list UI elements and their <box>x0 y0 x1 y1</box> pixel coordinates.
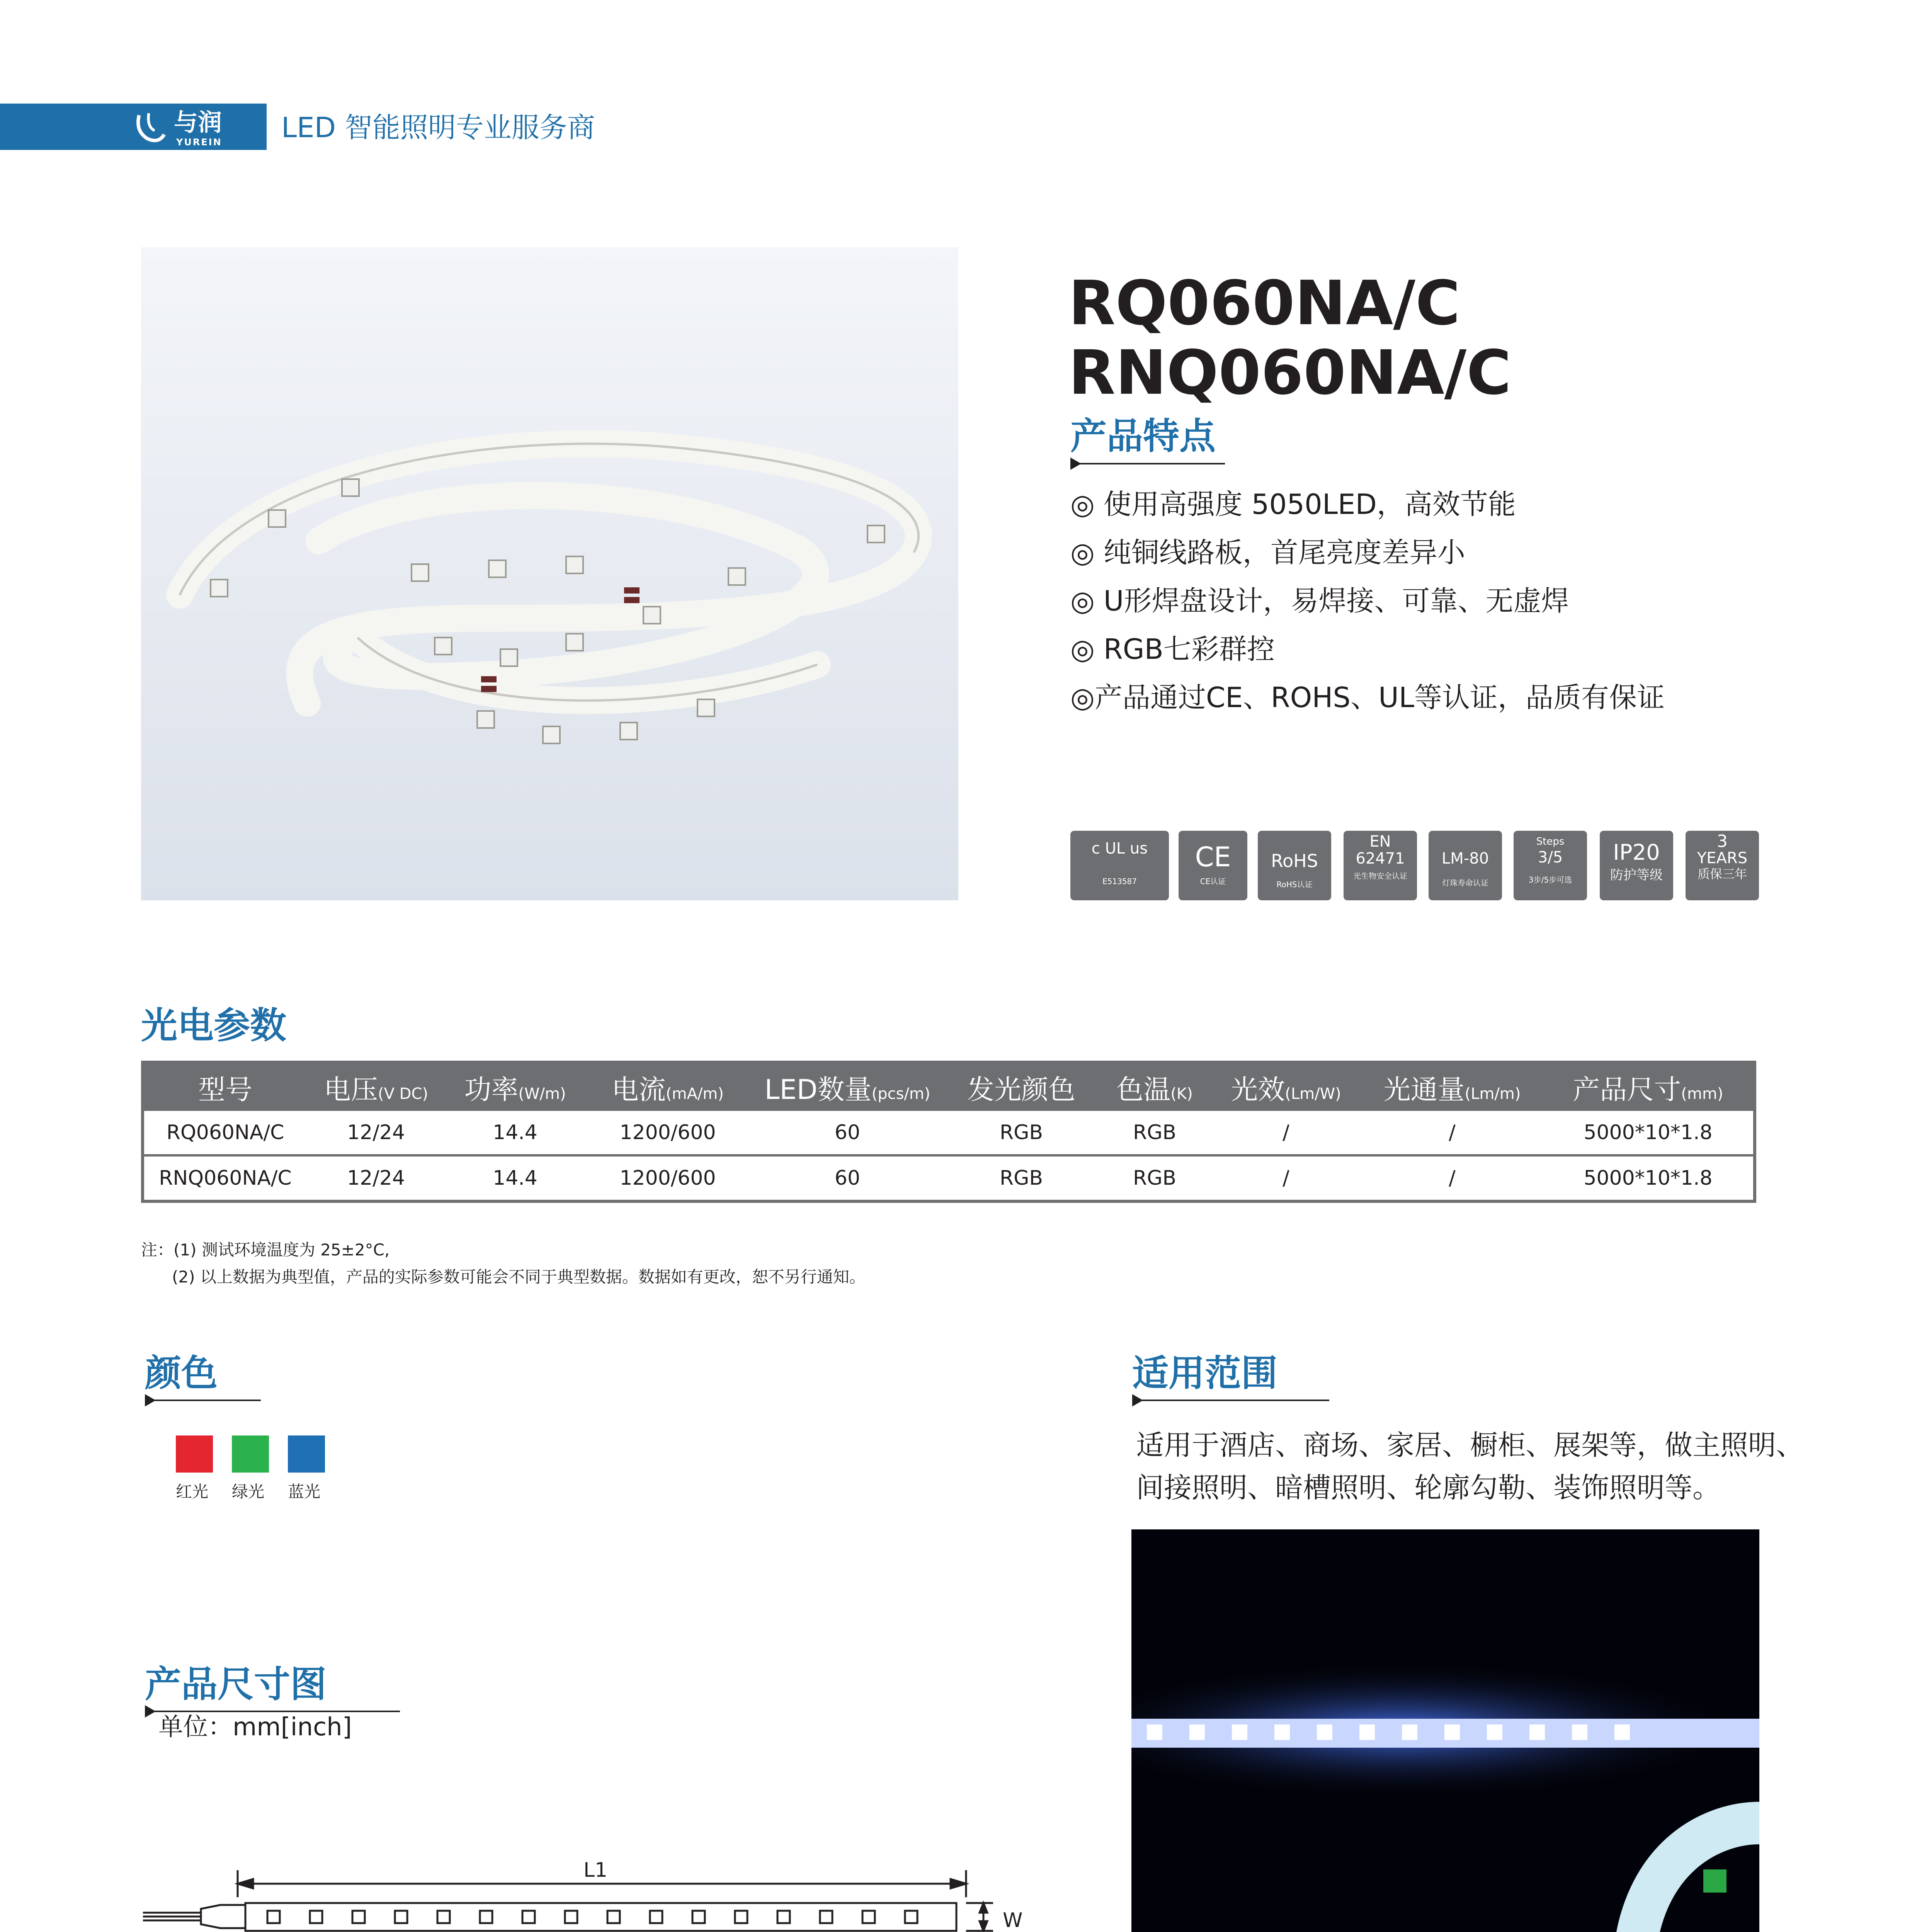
en62471-icon: EN 62471 光生物安全认证 <box>1344 831 1417 900</box>
color-label: 蓝光 <box>288 1482 321 1501</box>
params-cell: 12/24 <box>306 1111 446 1155</box>
ip20-icon: IP20 防护等级 <box>1600 831 1673 900</box>
model-title-2: RNQ060NA/C <box>1068 337 1512 408</box>
params-heading: 光电参数 <box>141 1005 287 1047</box>
params-col-header: 功率(W/m) <box>446 1062 585 1111</box>
table-row <box>143 1111 1755 1155</box>
params-cell: 5000*10*1.8 <box>1584 1167 1713 1190</box>
feature-item: ◎ RGB七彩群控 <box>1070 633 1275 665</box>
warranty-icon: 3 YEARS 质保三年 <box>1686 831 1759 900</box>
params-col-header: LED数量(pcs/m) <box>751 1062 944 1111</box>
colors-triangle-icon <box>145 1394 156 1406</box>
params-cell: / <box>1449 1167 1456 1190</box>
model-title-1: RQ060NA/C <box>1068 268 1460 339</box>
color-swatch-green <box>232 1435 269 1473</box>
application-heading: 适用范围 <box>1132 1352 1278 1395</box>
application-triangle-icon <box>1132 1394 1143 1406</box>
params-cell: 1200/600 <box>585 1111 751 1155</box>
color-label: 红光 <box>176 1482 209 1501</box>
rohs-icon: RoHS RoHS认证 <box>1258 831 1331 900</box>
params-cell: RGB <box>1133 1167 1177 1190</box>
color-label: 绿光 <box>232 1482 265 1501</box>
params-cell: RGB <box>999 1167 1043 1190</box>
params-cell: RGB <box>944 1111 1099 1155</box>
ul-listed-icon: c UL us E513587 <box>1070 831 1169 900</box>
params-cell: / <box>1211 1111 1361 1155</box>
params-cell: 60 <box>751 1111 944 1155</box>
params-col-header: 电流(mA/m) <box>585 1062 751 1111</box>
color-swatch-blue <box>288 1435 325 1473</box>
params-table <box>141 1061 1756 1203</box>
ce-mark-icon: CE CE认证 <box>1179 831 1247 900</box>
header-tagline: LED 智能照明专业服务商 <box>281 111 595 144</box>
params-col-header: 色温(K) <box>1099 1062 1211 1111</box>
params-cell: RQ060NA/C <box>143 1111 306 1155</box>
features-heading: 产品特点 <box>1070 415 1216 457</box>
dimensions-heading: 产品尺寸图 <box>145 1663 327 1706</box>
table-row <box>143 1155 1755 1201</box>
params-header-row <box>143 1062 1755 1111</box>
params-note-2: (2) 以上数据为典型值，产品的实际参数可能会不同于典型数据。数据如有更改，恕不另行通知。 <box>172 1267 866 1286</box>
params-col-header: 电压(V DC) <box>306 1062 446 1111</box>
params-cell: RNQ060NA/C <box>159 1167 292 1190</box>
params-cell: / <box>1361 1111 1543 1155</box>
dimensions-unit: 单位：mm[inch] <box>158 1713 352 1742</box>
feature-item: ◎ 纯铜线路板，首尾亮度差异小 <box>1070 536 1465 569</box>
params-cell: 60 <box>834 1167 861 1190</box>
features-triangle-icon <box>1070 457 1081 470</box>
application-text-1: 适用于酒店、商场、家居、橱柜、展架等，做主照明、 <box>1136 1429 1804 1461</box>
application-photo-strip <box>1131 1529 1759 1932</box>
params-cell: / <box>1283 1167 1289 1190</box>
yurein-logo-icon <box>131 107 170 146</box>
params-cell: 1200/600 <box>619 1167 716 1190</box>
feature-item: ◎ U形焊盘设计，易焊接、可靠、无虚焊 <box>1070 585 1569 617</box>
features-heading-rule <box>1078 463 1225 464</box>
params-col-header: 型号 <box>143 1062 306 1111</box>
dim-label-l1: L1 <box>583 1859 608 1882</box>
product-photo <box>141 247 958 900</box>
dimension-drawing-top <box>143 1855 1016 1932</box>
params-col-header: 发光颜色 <box>944 1062 1099 1111</box>
params-cell: 14.4 <box>446 1111 585 1155</box>
params-col-header: 光通量(Lm/m) <box>1361 1062 1543 1111</box>
dim-label-w: W <box>1003 1909 1023 1932</box>
lm80-icon: LM-80 灯珠寿命认证 <box>1429 831 1502 900</box>
color-swatch-red <box>176 1435 213 1473</box>
logo-text-cn: 与润 <box>174 108 222 136</box>
steps-icon: Steps 3/5 3步/5步可选 <box>1514 831 1587 900</box>
colors-heading-rule <box>153 1400 261 1401</box>
application-heading-rule <box>1140 1400 1329 1401</box>
application-text-2: 间接照明、暗槽照明、轮廓勾勒、装饰照明等。 <box>1136 1471 1721 1504</box>
params-cell: 14.4 <box>493 1167 538 1190</box>
dimensions-triangle-icon <box>145 1705 156 1718</box>
params-note-1: 注：(1) 测试环境温度为 25±2°C, <box>141 1240 390 1259</box>
params-col-header: 产品尺寸(mm) <box>1543 1062 1755 1111</box>
params-cell: 5000*10*1.8 <box>1543 1111 1755 1155</box>
params-cell: RGB <box>1099 1111 1211 1155</box>
feature-item: ◎ 使用高强度 5050LED，高效节能 <box>1070 488 1516 520</box>
feature-item: ◎产品通过CE、ROHS、UL等认证，品质有保证 <box>1070 681 1665 714</box>
logo-text-en: YUREIN <box>176 137 222 148</box>
params-col-header: 光效(Lm/W) <box>1211 1062 1361 1111</box>
params-cell: 12/24 <box>347 1167 405 1190</box>
colors-heading: 颜色 <box>145 1352 218 1395</box>
